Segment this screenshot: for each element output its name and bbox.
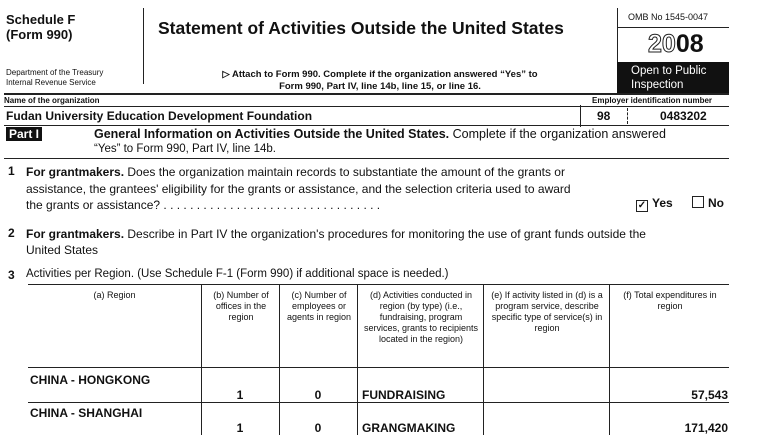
- col-header-offices: (b) Number of offices in the region: [213, 290, 269, 322]
- question-2: [26, 226, 646, 258]
- schedule-label: [6, 12, 75, 42]
- employees-cell: 0: [314, 421, 322, 435]
- col-header-total: (f) Total expenditures in region: [623, 290, 717, 311]
- form-name: (Form 990): [6, 27, 73, 42]
- ein-suffix: 0483202: [660, 109, 707, 123]
- region-cell: CHINA - SHANGHAI: [30, 406, 143, 420]
- employees-cell: 0: [314, 388, 322, 402]
- q1-bold: For grantmakers.: [26, 165, 125, 179]
- ein-prefix: 98: [597, 109, 611, 123]
- part1-heading: [94, 127, 666, 141]
- q1-no-option[interactable]: [692, 196, 724, 210]
- yes-label: Yes: [652, 196, 673, 210]
- year-outline: 20: [648, 30, 676, 58]
- part-badge: Part I: [6, 127, 42, 141]
- open-label: Open to Public: [631, 65, 707, 77]
- region-cell: CHINA - HONGKONG: [30, 373, 151, 387]
- schedule-name: Schedule F: [6, 12, 76, 27]
- offices-cell: 1: [236, 388, 244, 402]
- year-bold: 08: [675, 30, 704, 58]
- col-header-region: (a) Region: [93, 290, 136, 300]
- q1-line3: the grants or assistance? . . . . . . . . . . . . . . . . . . . . . . . . . . . . . . . . .: [26, 198, 381, 212]
- part1-desc2: “Yes” to Form 990, Part IV, line 14b.: [94, 143, 276, 155]
- col-header-employees: (c) Number of employees or agents in region: [286, 290, 352, 322]
- no-label: No: [708, 196, 724, 210]
- attach-line1: ▷ Attach to Form 990. Complete if the organization answered “Yes” to: [222, 69, 538, 80]
- department: [6, 68, 103, 88]
- col-header-activities: (d) Activities conducted in region (by type) (i.e., fundraising, program services, grants to recipients located in the region): [363, 290, 479, 344]
- question-1: [26, 164, 571, 214]
- org-name: Fudan University Education Development Foundation: [6, 109, 313, 123]
- dept-irs: Internal Revenue Service: [6, 78, 96, 87]
- q2-bold: For grantmakers.: [26, 227, 125, 241]
- part1-title: General Information on Activities Outside the United States.: [94, 127, 450, 141]
- q1-line1: Does the organization maintain records to substantiate the amount of the grants or: [124, 165, 565, 179]
- q1-number: 1: [8, 164, 15, 178]
- no-checkbox[interactable]: [692, 196, 704, 208]
- total-cell: 57,543: [691, 388, 728, 402]
- total-cell: 171,420: [684, 421, 728, 435]
- q1-line2: assistance, the grantees' eligibility for the grants or assistance, and the selection criteria used to award: [26, 181, 571, 196]
- open-inspection-badge: [617, 62, 729, 93]
- dept-treasury: Department of the Treasury: [6, 68, 104, 77]
- q3-text: Activities per Region. (Use Schedule F-1 (Form 990) if additional space is needed.): [26, 268, 449, 280]
- tax-year: [648, 30, 704, 59]
- offices-cell: 1: [236, 421, 244, 435]
- q2-line1: Describe in Part IV the organization's procedures for monitoring the use of grant funds outside the: [124, 227, 646, 241]
- activity-cell: GRANGMAKING: [362, 421, 456, 435]
- form-title: Statement of Activities Outside the United States: [158, 18, 564, 38]
- q2-line2: United States: [26, 243, 99, 257]
- attach-line2: Form 990, Part IV, line 14b, line 15, or line 16.: [279, 81, 481, 92]
- col-header-service: (e) If activity listed in (d) is a program service, describe specific type of service(s) in region: [491, 290, 603, 333]
- activity-cell: FUNDRAISING: [362, 388, 446, 402]
- org-name-label: Name of the organization: [4, 96, 100, 105]
- attach-instructions: [150, 69, 610, 93]
- ein-label: Employer identification number: [592, 96, 713, 105]
- inspection-label: Inspection: [631, 79, 684, 91]
- part1-desc: Complete if the organization answered: [449, 127, 666, 141]
- omb-number: OMB No 1545-0047: [628, 12, 709, 22]
- yes-checkbox[interactable]: ✓: [637, 200, 647, 211]
- q1-yes-option[interactable]: [636, 196, 673, 212]
- q3-number: 3: [8, 268, 15, 282]
- q2-number: 2: [8, 226, 15, 240]
